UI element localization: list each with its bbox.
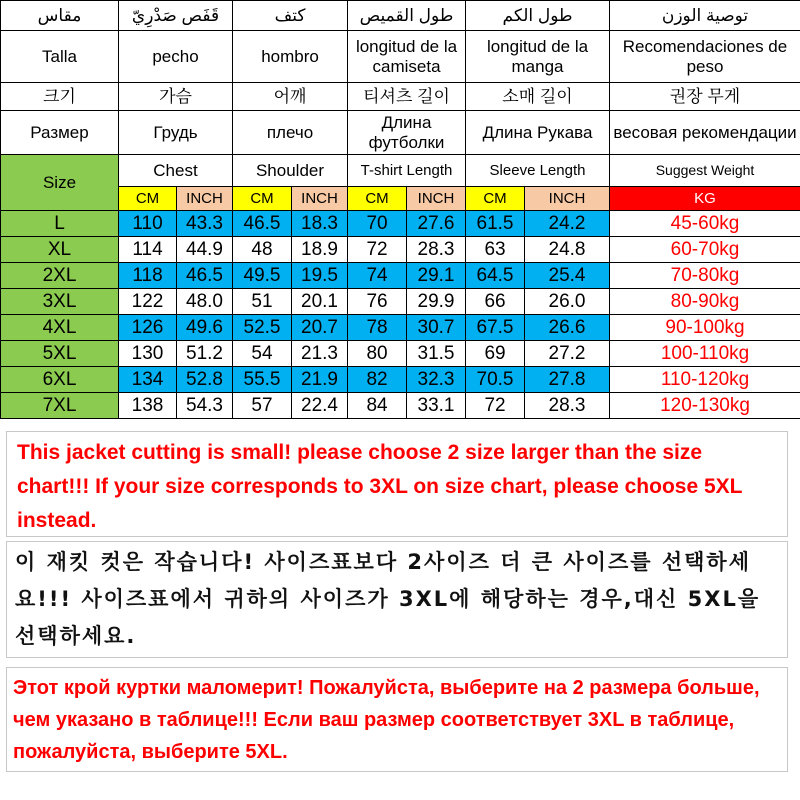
header-size-ru: Размер bbox=[1, 111, 119, 155]
size-cell: 3XL bbox=[1, 289, 119, 315]
table-row bbox=[1, 289, 800, 315]
header-row-arabic bbox=[1, 1, 800, 31]
sleeve-inch-cell: 28.3 bbox=[525, 393, 610, 419]
header-weight-ru: весовая рекомендации bbox=[610, 111, 800, 155]
chest-inch-cell: 48.0 bbox=[177, 289, 233, 315]
header-weight-ko: 권장 무게 bbox=[610, 83, 800, 111]
shoulder-inch-cell: 21.9 bbox=[292, 367, 348, 393]
chest-inch-cell: 54.3 bbox=[177, 393, 233, 419]
unit-sleeve-cm: CM bbox=[466, 187, 525, 211]
sleeve-cm-cell: 66 bbox=[466, 289, 525, 315]
unit-chest-inch: INCH bbox=[177, 187, 233, 211]
unit-shoulder-cm: CM bbox=[233, 187, 292, 211]
shoulder-cm-cell: 57 bbox=[233, 393, 292, 419]
chest-inch-cell: 43.3 bbox=[177, 211, 233, 237]
sleeve-cm-cell: 64.5 bbox=[466, 263, 525, 289]
weight-cell: 45-60kg bbox=[610, 211, 800, 237]
sleeve-cm-cell: 63 bbox=[466, 237, 525, 263]
header-sleeve-en: Sleeve Length bbox=[466, 155, 610, 187]
header-length-es: longitud de la camiseta bbox=[348, 31, 466, 83]
length-inch-cell: 29.9 bbox=[407, 289, 466, 315]
header-shoulder-ar: كتف bbox=[233, 1, 348, 31]
chest-inch-cell: 51.2 bbox=[177, 341, 233, 367]
size-cell: XL bbox=[1, 237, 119, 263]
length-cm-cell: 72 bbox=[348, 237, 407, 263]
weight-cell: 80-90kg bbox=[610, 289, 800, 315]
sleeve-inch-cell: 25.4 bbox=[525, 263, 610, 289]
sleeve-inch-cell: 26.0 bbox=[525, 289, 610, 315]
sleeve-inch-cell: 24.2 bbox=[525, 211, 610, 237]
notice-korean: 이 재킷 컷은 작습니다! 사이즈표보다 2사이즈 더 큰 사이즈를 선택하세요!!! 사이즈표에서 귀하의 사이즈가 3XL에 해당하는 경우,대신 5XL을 선택하세요. bbox=[6, 541, 788, 658]
length-inch-cell: 31.5 bbox=[407, 341, 466, 367]
header-chest-ko: 가슴 bbox=[119, 83, 233, 111]
header-row-spanish bbox=[1, 31, 800, 83]
shoulder-inch-cell: 21.3 bbox=[292, 341, 348, 367]
header-sleeve-ru: Длина Рукава bbox=[466, 111, 610, 155]
size-cell: 4XL bbox=[1, 315, 119, 341]
header-sleeve-ar: طول الكم bbox=[466, 1, 610, 31]
unit-length-cm: CM bbox=[348, 187, 407, 211]
header-sleeve-es: longitud de la manga bbox=[466, 31, 610, 83]
table-row bbox=[1, 341, 800, 367]
length-cm-cell: 78 bbox=[348, 315, 407, 341]
length-inch-cell: 32.3 bbox=[407, 367, 466, 393]
length-inch-cell: 30.7 bbox=[407, 315, 466, 341]
size-cell: 5XL bbox=[1, 341, 119, 367]
weight-cell: 100-110kg bbox=[610, 341, 800, 367]
table-row bbox=[1, 315, 800, 341]
header-shoulder-en: Shoulder bbox=[233, 155, 348, 187]
header-size-en: Size bbox=[1, 155, 119, 211]
chest-cm-cell: 130 bbox=[119, 341, 177, 367]
shoulder-inch-cell: 20.7 bbox=[292, 315, 348, 341]
shoulder-inch-cell: 18.9 bbox=[292, 237, 348, 263]
header-shoulder-ru: плечо bbox=[233, 111, 348, 155]
header-size-ko: 크기 bbox=[1, 83, 119, 111]
shoulder-cm-cell: 46.5 bbox=[233, 211, 292, 237]
length-cm-cell: 70 bbox=[348, 211, 407, 237]
size-cell: L bbox=[1, 211, 119, 237]
sleeve-inch-cell: 27.2 bbox=[525, 341, 610, 367]
chest-cm-cell: 134 bbox=[119, 367, 177, 393]
table-row bbox=[1, 367, 800, 393]
header-chest-ar: قَفَص صَدْرِيّ bbox=[119, 1, 233, 31]
shoulder-cm-cell: 54 bbox=[233, 341, 292, 367]
length-cm-cell: 74 bbox=[348, 263, 407, 289]
header-weight-en: Suggest Weight bbox=[610, 155, 800, 187]
length-cm-cell: 76 bbox=[348, 289, 407, 315]
chest-cm-cell: 122 bbox=[119, 289, 177, 315]
header-row-russian bbox=[1, 111, 800, 155]
size-cell: 6XL bbox=[1, 367, 119, 393]
header-size-ar: مقاس bbox=[1, 1, 119, 31]
length-inch-cell: 33.1 bbox=[407, 393, 466, 419]
sleeve-cm-cell: 61.5 bbox=[466, 211, 525, 237]
chest-inch-cell: 44.9 bbox=[177, 237, 233, 263]
shoulder-cm-cell: 48 bbox=[233, 237, 292, 263]
shoulder-inch-cell: 19.5 bbox=[292, 263, 348, 289]
sleeve-inch-cell: 27.8 bbox=[525, 367, 610, 393]
header-shoulder-ko: 어깨 bbox=[233, 83, 348, 111]
table-row bbox=[1, 393, 800, 419]
table-row bbox=[1, 237, 800, 263]
size-cell: 2XL bbox=[1, 263, 119, 289]
sleeve-cm-cell: 69 bbox=[466, 341, 525, 367]
size-cell: 7XL bbox=[1, 393, 119, 419]
length-cm-cell: 80 bbox=[348, 341, 407, 367]
header-chest-es: pecho bbox=[119, 31, 233, 83]
length-inch-cell: 28.3 bbox=[407, 237, 466, 263]
unit-shoulder-inch: INCH bbox=[292, 187, 348, 211]
chest-inch-cell: 46.5 bbox=[177, 263, 233, 289]
sleeve-inch-cell: 26.6 bbox=[525, 315, 610, 341]
weight-cell: 90-100kg bbox=[610, 315, 800, 341]
chest-cm-cell: 126 bbox=[119, 315, 177, 341]
header-length-ar: طول القميص bbox=[348, 1, 466, 31]
header-row-korean bbox=[1, 83, 800, 111]
table-row bbox=[1, 263, 800, 289]
header-sleeve-ko: 소매 길이 bbox=[466, 83, 610, 111]
weight-cell: 110-120kg bbox=[610, 367, 800, 393]
unit-weight-kg: KG bbox=[610, 187, 800, 211]
chest-cm-cell: 138 bbox=[119, 393, 177, 419]
header-length-ru: Длина футболки bbox=[348, 111, 466, 155]
header-row-english bbox=[1, 155, 800, 187]
unit-length-inch: INCH bbox=[407, 187, 466, 211]
table-row bbox=[1, 211, 800, 237]
chest-cm-cell: 110 bbox=[119, 211, 177, 237]
shoulder-inch-cell: 18.3 bbox=[292, 211, 348, 237]
header-row-units bbox=[1, 187, 800, 211]
header-chest-ru: Грудь bbox=[119, 111, 233, 155]
length-inch-cell: 29.1 bbox=[407, 263, 466, 289]
header-chest-en: Chest bbox=[119, 155, 233, 187]
notice-english: This jacket cutting is small! please choose 2 size larger than the size chart!!! If your size corresponds to 3XL on size chart, please choose 5XL instead. bbox=[6, 431, 788, 537]
unit-sleeve-inch: INCH bbox=[525, 187, 610, 211]
header-length-ko: 티셔츠 길이 bbox=[348, 83, 466, 111]
sleeve-cm-cell: 72 bbox=[466, 393, 525, 419]
sleeve-cm-cell: 67.5 bbox=[466, 315, 525, 341]
header-weight-es: Recomendaciones de peso bbox=[610, 31, 800, 83]
length-cm-cell: 84 bbox=[348, 393, 407, 419]
sleeve-cm-cell: 70.5 bbox=[466, 367, 525, 393]
header-shoulder-es: hombro bbox=[233, 31, 348, 83]
length-cm-cell: 82 bbox=[348, 367, 407, 393]
chest-cm-cell: 114 bbox=[119, 237, 177, 263]
header-size-es: Talla bbox=[1, 31, 119, 83]
weight-cell: 120-130kg bbox=[610, 393, 800, 419]
shoulder-cm-cell: 51 bbox=[233, 289, 292, 315]
weight-cell: 70-80kg bbox=[610, 263, 800, 289]
header-length-en: T-shirt Length bbox=[348, 155, 466, 187]
chest-cm-cell: 118 bbox=[119, 263, 177, 289]
notice-russian: Этот крой куртки маломерит! Пожалуйста, выберите на 2 размера больше, чем указано в таблице!!! Если ваш размер соответствует 3XL в таблице, пожалуйста, выберите 5XL. bbox=[6, 667, 788, 772]
shoulder-inch-cell: 22.4 bbox=[292, 393, 348, 419]
length-inch-cell: 27.6 bbox=[407, 211, 466, 237]
chest-inch-cell: 49.6 bbox=[177, 315, 233, 341]
header-weight-ar: توصية الوزن bbox=[610, 1, 800, 31]
shoulder-cm-cell: 52.5 bbox=[233, 315, 292, 341]
sleeve-inch-cell: 24.8 bbox=[525, 237, 610, 263]
shoulder-cm-cell: 55.5 bbox=[233, 367, 292, 393]
weight-cell: 60-70kg bbox=[610, 237, 800, 263]
unit-chest-cm: CM bbox=[119, 187, 177, 211]
shoulder-inch-cell: 20.1 bbox=[292, 289, 348, 315]
chest-inch-cell: 52.8 bbox=[177, 367, 233, 393]
shoulder-cm-cell: 49.5 bbox=[233, 263, 292, 289]
